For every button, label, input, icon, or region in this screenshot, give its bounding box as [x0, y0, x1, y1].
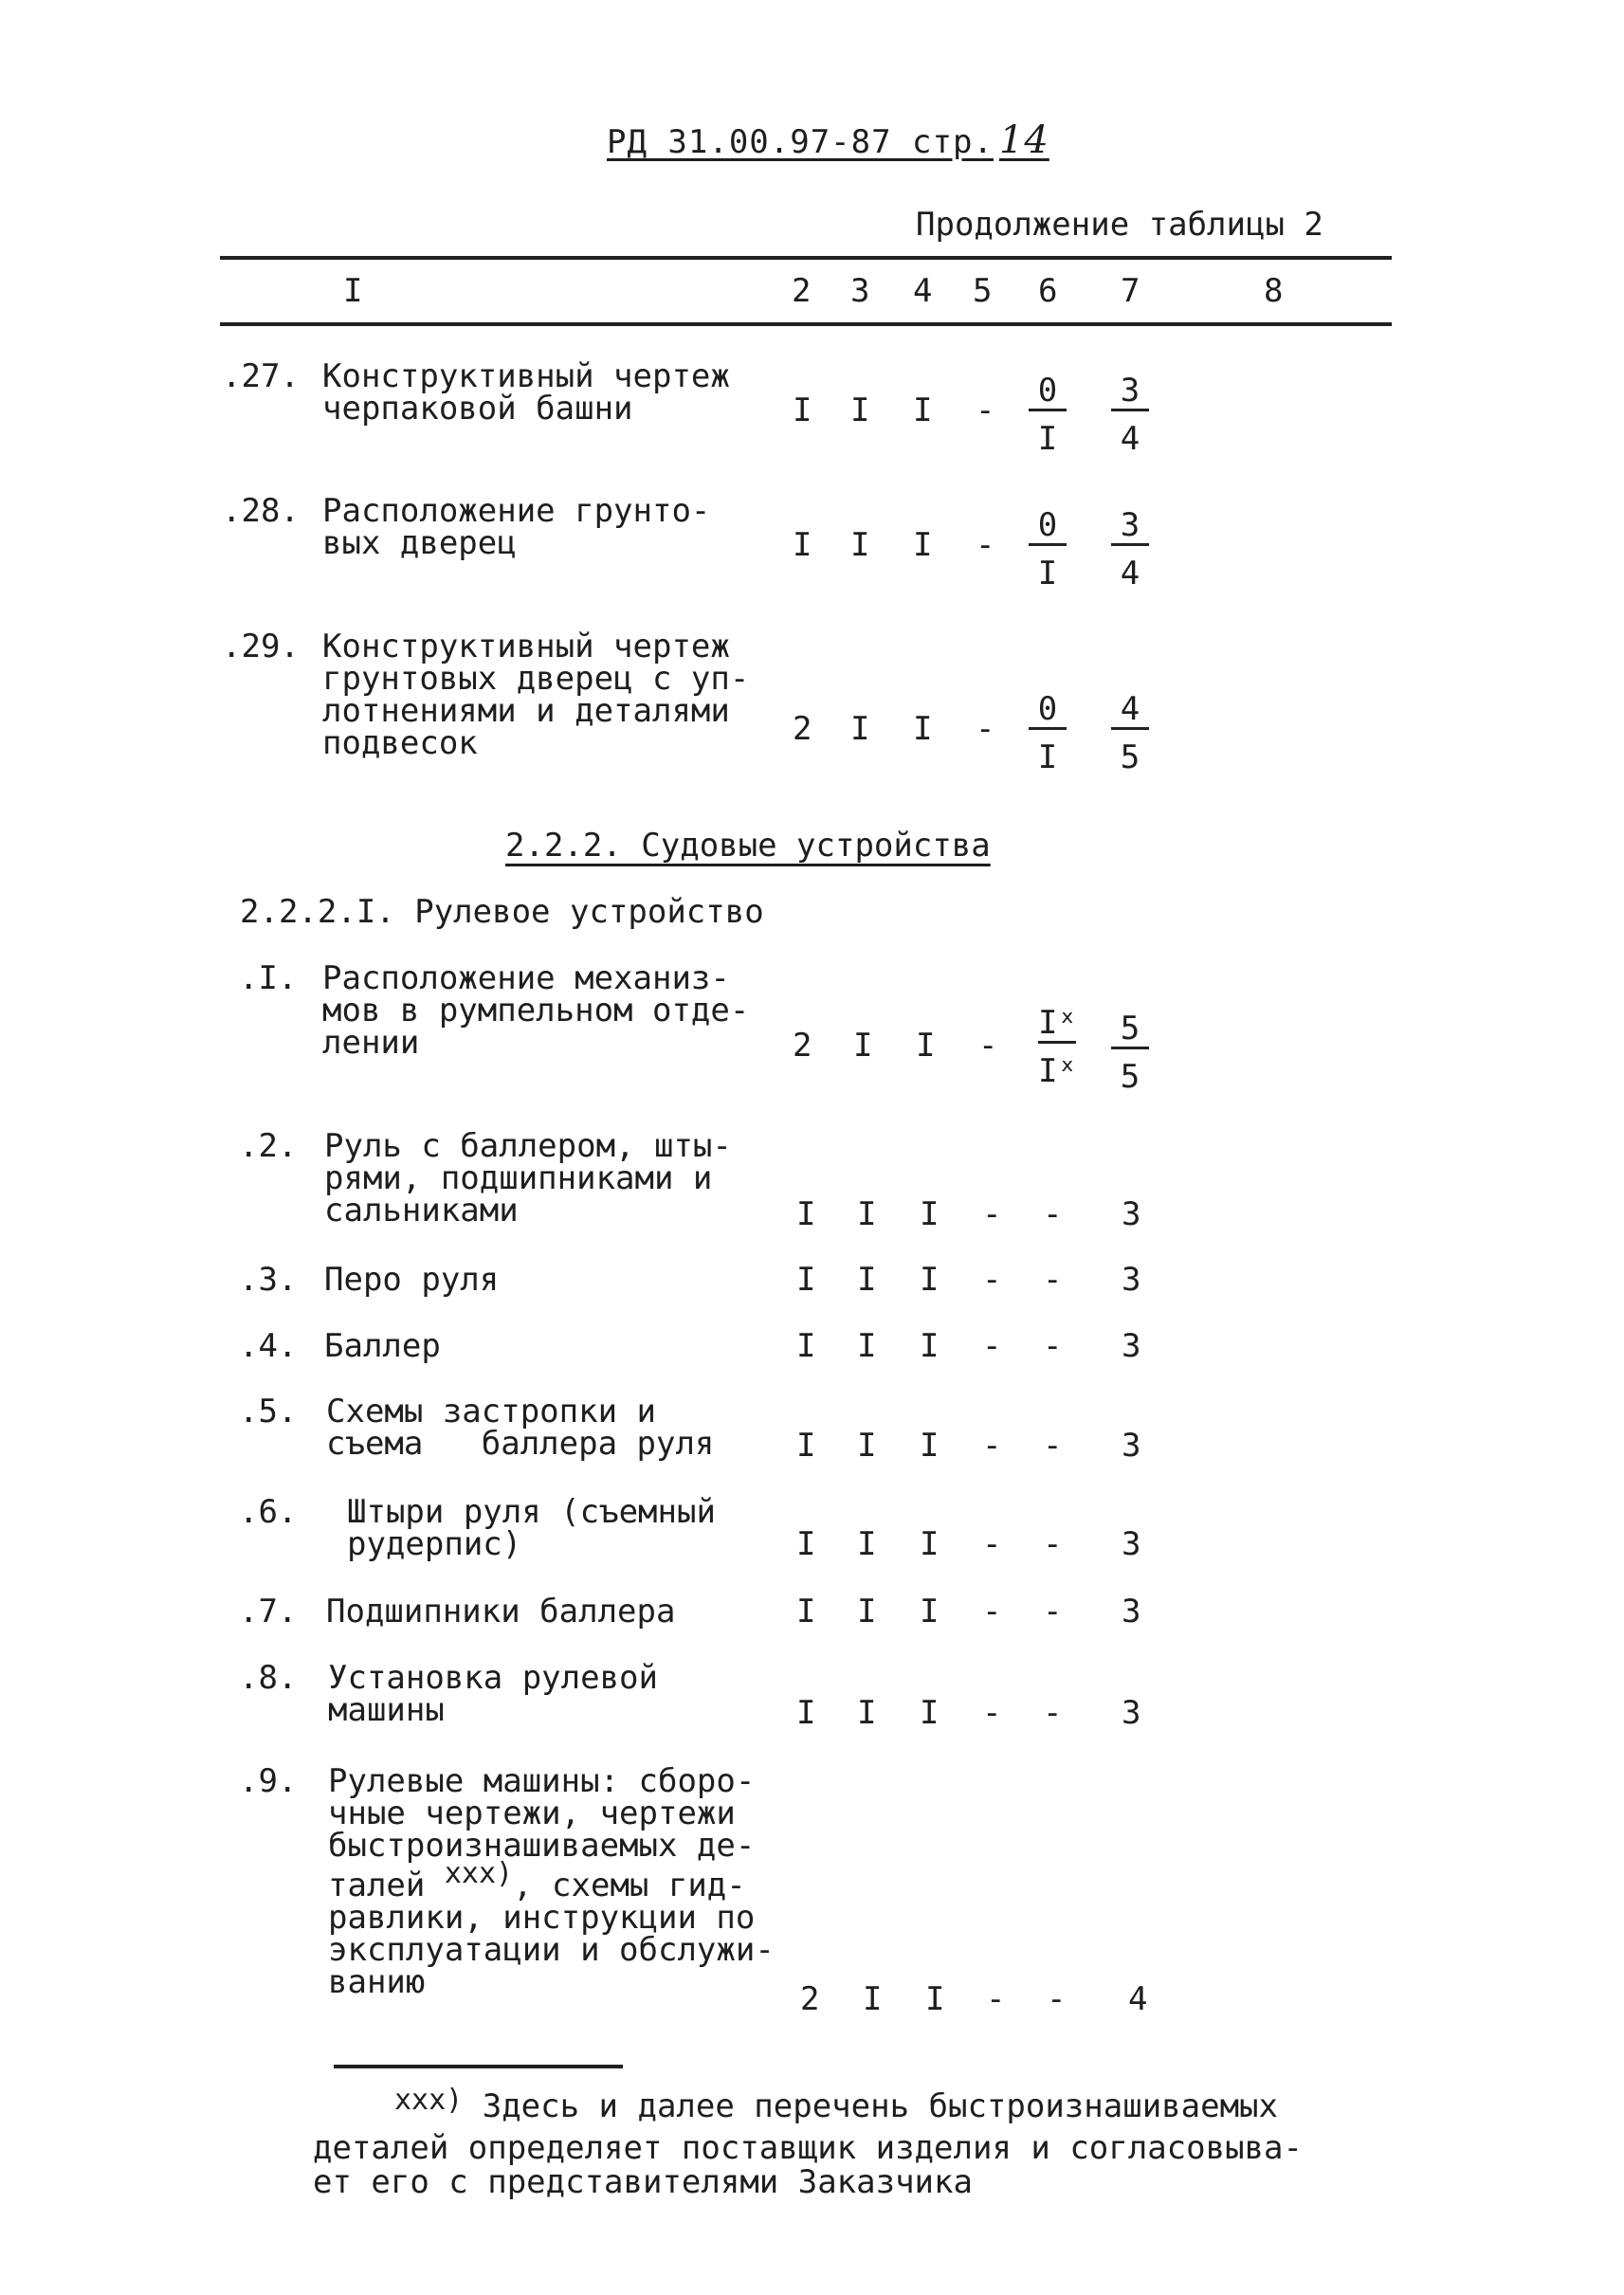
fraction-numerator: Iˣ — [1038, 1004, 1077, 1042]
cell-col6: - — [1043, 1525, 1063, 1563]
fraction-denominator: 5 — [1120, 738, 1140, 776]
row-number: .29. — [222, 628, 300, 665]
cell-col2: I — [796, 1261, 816, 1299]
row-text-part: , схемы гид- — [513, 1867, 746, 1904]
row-text-line — [328, 1857, 746, 1904]
row-text: Установка рулевой машины — [328, 1659, 658, 1729]
cell-col5: - — [982, 1327, 1002, 1365]
cell-col4: I — [916, 1027, 936, 1065]
cell-col7-fraction — [1111, 1010, 1149, 1096]
cell-col6-fraction — [1038, 1004, 1077, 1090]
footnote-separator — [334, 2065, 623, 2068]
cell-col5: - — [976, 710, 995, 748]
cell-col3: I — [850, 710, 870, 748]
cell-col6-fraction — [1029, 690, 1067, 776]
cell-col6: - — [1043, 1427, 1063, 1465]
col-header-4: 4 — [913, 272, 933, 310]
col-header-5: 5 — [973, 272, 993, 310]
cell-col2: 2 — [800, 1980, 820, 2018]
cell-col5: - — [982, 1694, 1002, 1732]
cell-col5: - — [986, 1980, 1006, 2018]
cell-col4: I — [920, 1261, 940, 1299]
cell-col4: I — [920, 1525, 940, 1563]
cell-col7-fraction — [1111, 506, 1149, 592]
row-number: .28. — [222, 492, 300, 530]
fraction-numerator: 5 — [1111, 1012, 1149, 1049]
fraction-denominator: 4 — [1120, 555, 1140, 592]
cell-col2: I — [796, 1593, 816, 1630]
row-number: .7. — [239, 1593, 298, 1630]
cell-col4: I — [920, 1427, 940, 1465]
fraction-denominator: Iˣ — [1038, 1052, 1077, 1090]
cell-col6-fraction — [1029, 506, 1067, 592]
row-text: Штыри руля (съемный рудерпис) — [347, 1493, 716, 1563]
document-code — [607, 118, 1049, 162]
fraction-denominator: 5 — [1120, 1058, 1140, 1096]
cell-col2: I — [796, 1327, 816, 1365]
cell-col6: - — [1043, 1327, 1063, 1365]
cell-col5: - — [976, 392, 995, 429]
footnote-text: деталей определяет поставщик изделия и согласовыва- ет его с представителями Заказчика — [313, 2129, 1303, 2201]
fraction-numerator: 3 — [1111, 374, 1149, 411]
footnote-mark: xxx) — [394, 2084, 464, 2117]
row-number: .I. — [239, 959, 298, 997]
fraction-numerator: 4 — [1111, 693, 1149, 730]
cell-col7-fraction — [1111, 372, 1149, 458]
row-number: .8. — [239, 1659, 298, 1697]
row-text: Подшипники баллера — [326, 1593, 676, 1630]
cell-col6: - — [1043, 1261, 1063, 1299]
fraction-denominator: I — [1037, 555, 1058, 592]
cell-col2: 2 — [793, 710, 812, 748]
cell-col4: I — [913, 710, 933, 748]
row-text: Баллер — [324, 1327, 441, 1365]
cell-col7: 4 — [1128, 1980, 1148, 2018]
cell-col3: I — [857, 1327, 877, 1365]
cell-col5: - — [982, 1525, 1002, 1563]
col-header-1: I — [343, 272, 363, 310]
cell-col6-fraction — [1029, 372, 1067, 458]
cell-col4: I — [913, 392, 933, 429]
row-number: .2. — [239, 1127, 298, 1165]
doc-code-text: РД 31.00.97-87 стр. — [607, 123, 994, 161]
cell-col2: 2 — [793, 1027, 812, 1065]
cell-col3: I — [850, 392, 870, 429]
row-number: .27. — [222, 357, 300, 395]
cell-col7: 3 — [1122, 1261, 1141, 1299]
cell-col3: I — [857, 1427, 877, 1465]
cell-col4: I — [925, 1980, 945, 2018]
cell-col2: I — [793, 526, 812, 564]
cell-col5: - — [982, 1261, 1002, 1299]
fraction-denominator: I — [1037, 420, 1058, 458]
cell-col4: I — [913, 526, 933, 564]
cell-col3: I — [857, 1694, 877, 1732]
row-number: .6. — [239, 1493, 298, 1531]
section-title: 2.2.2. Судовые устройства — [505, 827, 991, 865]
row-text: равлики, инструкции по эксплуатации и обслужи- ванию — [328, 1899, 775, 2001]
row-number: .5. — [239, 1393, 298, 1430]
cell-col7: 3 — [1122, 1525, 1141, 1563]
cell-col5: - — [978, 1027, 998, 1065]
footnote-first-line — [394, 2084, 1278, 2125]
cell-col4: I — [920, 1195, 940, 1233]
col-header-7: 7 — [1121, 272, 1140, 310]
row-text: Рулевые машины: сборо- чные чертежи, чертежи быстроизнашиваемых де- — [328, 1762, 756, 1865]
cell-col2: I — [796, 1525, 816, 1563]
cell-col3: I — [857, 1195, 877, 1233]
col-header-8: 8 — [1264, 272, 1284, 310]
cell-col6: - — [1043, 1593, 1063, 1630]
cell-col4: I — [920, 1593, 940, 1630]
cell-col2: I — [796, 1195, 816, 1233]
cell-col2: I — [796, 1694, 816, 1732]
cell-col2: I — [796, 1427, 816, 1465]
row-text-part: талей — [328, 1867, 426, 1904]
fraction-numerator: 0 — [1029, 693, 1067, 730]
cell-col3: I — [850, 526, 870, 564]
row-text: Расположение механиз- мов в румпельном отде- лении — [322, 959, 750, 1062]
footnote-reference: xxx) — [444, 1857, 514, 1890]
row-text: Схемы застропки и съема баллера руля — [326, 1393, 715, 1463]
cell-col7: 3 — [1122, 1327, 1141, 1365]
table-header-rule — [220, 322, 1392, 326]
col-header-6: 6 — [1038, 272, 1058, 310]
table-top-rule — [220, 256, 1392, 260]
col-header-2: 2 — [792, 272, 812, 310]
fraction-numerator: 3 — [1111, 509, 1149, 546]
fraction-denominator: 4 — [1120, 420, 1140, 458]
cell-col7: 3 — [1122, 1195, 1141, 1233]
cell-col7-fraction — [1111, 690, 1149, 776]
cell-col3: I — [857, 1261, 877, 1299]
cell-col3: I — [863, 1980, 883, 2018]
table-continuation-label: Продолжение таблицы 2 — [916, 206, 1323, 244]
cell-col3: I — [857, 1593, 877, 1630]
row-text: Конструктивный чертеж черпаковой башни — [322, 357, 730, 428]
footnote-text: Здесь и далее перечень быстроизнашиваемых — [463, 2087, 1278, 2125]
cell-col7: 3 — [1122, 1593, 1141, 1630]
fraction-denominator: I — [1037, 738, 1058, 776]
cell-col5: - — [982, 1195, 1002, 1233]
cell-col3: I — [853, 1027, 873, 1065]
page-number: 14 — [998, 118, 1049, 162]
fraction-numerator: 0 — [1029, 374, 1067, 411]
cell-col3: I — [857, 1525, 877, 1563]
subsection-title: 2.2.2.I. Рулевое устройство — [240, 893, 764, 931]
row-number: .3. — [239, 1261, 298, 1299]
cell-col5: - — [982, 1593, 1002, 1630]
fraction-numerator: 0 — [1029, 509, 1067, 546]
cell-col2: I — [793, 392, 812, 429]
row-text: Перо руля — [324, 1261, 500, 1299]
cell-col5: - — [976, 526, 995, 564]
row-number: .4. — [239, 1327, 298, 1365]
cell-col6: - — [1043, 1195, 1063, 1233]
row-text: Руль с баллером, шты- рями, подшипниками и сальниками — [324, 1127, 732, 1229]
cell-col4: I — [920, 1327, 940, 1365]
cell-col7: 3 — [1122, 1427, 1141, 1465]
cell-col5: - — [982, 1427, 1002, 1465]
col-header-3: 3 — [850, 272, 870, 310]
cell-col4: I — [920, 1694, 940, 1732]
cell-col6: - — [1047, 1980, 1067, 2018]
row-text: Конструктивный чертеж грунтовых дверец с уп- лотнениями и деталями подвесок — [322, 628, 750, 762]
cell-col6: - — [1043, 1694, 1063, 1732]
row-number: .9. — [239, 1762, 298, 1800]
cell-col7: 3 — [1122, 1694, 1141, 1732]
row-text: Расположение грунто- вых дверец — [322, 492, 711, 562]
